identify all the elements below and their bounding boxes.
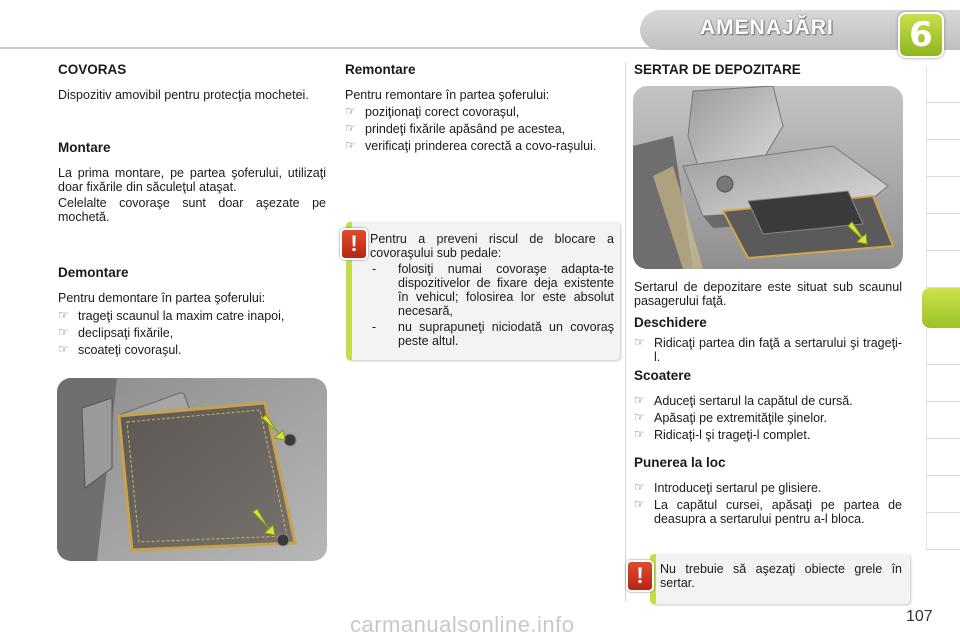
chapter-tab[interactable]: [926, 439, 960, 476]
warning-icon: !: [626, 560, 654, 592]
scoatere-list: [634, 394, 902, 445]
remontare-intro: Pentru remontare în partea şoferului:: [345, 88, 550, 102]
warning-box-pedals: [346, 222, 620, 360]
chapter-tab[interactable]: [926, 328, 960, 365]
punerea-list: [634, 481, 902, 529]
chapter-tab[interactable]: [926, 66, 960, 103]
demontare-intro: Pentru demontare în partea şoferului:: [58, 291, 266, 305]
list-item: ☞ verificaţi prinderea corectă a covo-raşului.: [345, 139, 613, 153]
chapter-badge: 6: [898, 12, 944, 58]
list-item: ☞ Apăsaţi pe extremităţile şinelor.: [634, 411, 902, 425]
watermark: carmanualsonline.info: [350, 612, 575, 637]
section-title-sertar: SERTAR DE DEPOZITARE: [634, 62, 801, 77]
demontare-list: [58, 309, 326, 360]
page-title: AMENAJĂRI: [700, 16, 834, 39]
section-title-deschidere: Deschidere: [634, 315, 707, 330]
covoras-description: Dispozitiv amovibil pentru protecţia mochetei.: [58, 88, 309, 102]
list-item: ☞ poziţionaţi corect covoraşul,: [345, 105, 613, 119]
warning-box-drawer: [650, 554, 910, 604]
section-title-covoras: COVORAS: [58, 62, 127, 77]
chapter-tab[interactable]: [926, 365, 960, 402]
chapter-tab[interactable]: [926, 251, 960, 288]
list-item: ☞ Aduceţi sertarul la capătul de cursă.: [634, 394, 902, 408]
chapter-tab[interactable]: [926, 103, 960, 140]
list-item: ☞ prindeţi fixările apăsând pe acestea,: [345, 122, 613, 136]
column-divider: [625, 62, 626, 602]
chapter-tab[interactable]: [926, 402, 960, 439]
warning-item: - folosiţi numai covoraşe adapta-te dispozitivelor de fixare deja existente în vehicul; folosirea lor este absolut necesară,: [370, 262, 614, 318]
warning-icon: !: [340, 228, 368, 260]
list-item: ☞ trageţi scaunul la maxim catre inapoi,: [58, 309, 326, 323]
section-title-montare: Montare: [58, 140, 111, 155]
list-item: ☞ Ridicaţi-l şi trageţi-l complet.: [634, 428, 902, 442]
chapter-tab[interactable]: [926, 177, 960, 214]
chapter-tab[interactable]: [926, 140, 960, 177]
section-title-scoatere: Scoatere: [634, 368, 692, 383]
storage-drawer-illustration: [633, 86, 903, 269]
list-item: ☞ scoateţi covoraşul.: [58, 343, 326, 357]
chapter-tabs: [926, 66, 960, 550]
list-item: ☞ Introduceţi sertarul pe glisiere.: [634, 481, 902, 495]
chapter-tab-active[interactable]: [922, 288, 960, 328]
list-item: ☞ La capătul cursei, apăsaţi pe partea de deasupra a sertarului pentru a-l bloca.: [634, 498, 902, 526]
list-item: ☞ declipsaţi fixările,: [58, 326, 326, 340]
section-title-remontare: Remontare: [345, 62, 416, 77]
page-number: 107: [906, 608, 933, 625]
warning-intro: Pentru a preveni riscul de blocare a covoraşului sub pedale:: [370, 232, 614, 260]
montare-paragraph-1: La prima montare, pe partea şoferului, utilizaţi doar fixările din săculeţul ataşat.: [58, 166, 326, 194]
deschidere-list: [634, 336, 902, 367]
montare-paragraph-2: Celelalte covoraşe sunt doar aşezate pe mochetă.: [58, 196, 326, 224]
storage-drawer-photo: [633, 86, 903, 269]
chapter-tab[interactable]: [926, 214, 960, 251]
remontare-list: [345, 105, 613, 156]
floor-mat-illustration: [57, 378, 327, 561]
warning-content: [370, 232, 614, 348]
sertar-description: Sertarul de depozitare este situat sub scaunul pasagerului faţă.: [634, 280, 902, 308]
floor-mat-photo: [57, 378, 327, 561]
section-title-punerea: Punerea la loc: [634, 455, 726, 470]
chapter-tab[interactable]: [926, 513, 960, 550]
section-title-demontare: Demontare: [58, 265, 129, 280]
list-item: ☞ Ridicaţi partea din faţă a sertarului şi trageţi-l.: [634, 336, 902, 364]
warning-item: - nu suprapuneţi niciodată un covoraş peste altul.: [370, 320, 614, 348]
chapter-tab[interactable]: [926, 476, 960, 513]
drawer-warning-text: Nu trebuie să aşezaţi obiecte grele în sertar.: [660, 562, 902, 590]
